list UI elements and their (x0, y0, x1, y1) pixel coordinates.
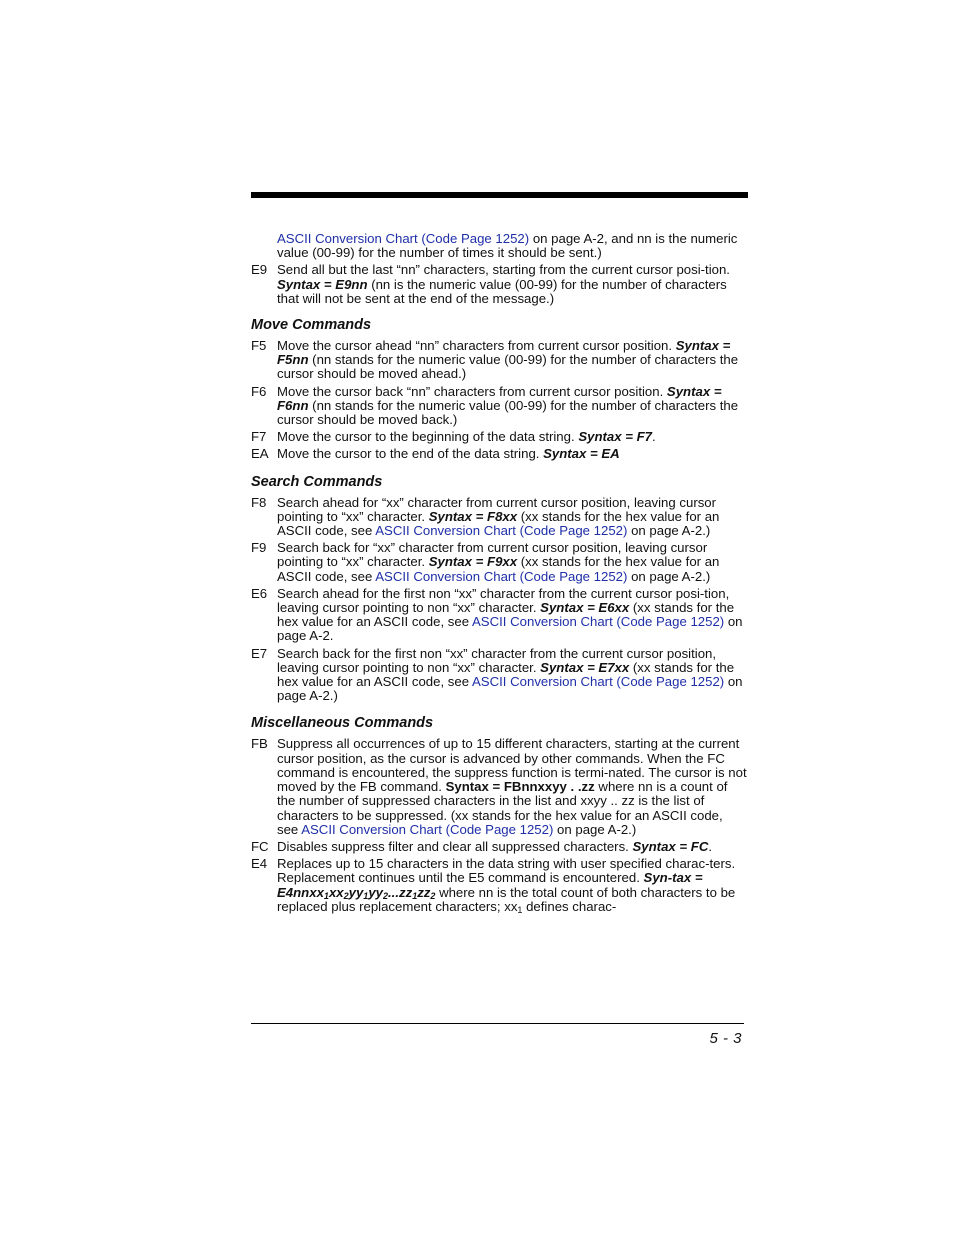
command-description-end: on page A-2.) (277, 674, 743, 704)
subscript: 1 (363, 890, 369, 901)
command-description: Move the cursor back “nn” characters from current cursor position. (277, 383, 667, 399)
ascii-chart-link[interactable]: ASCII Conversion Chart (Code Page 1252) (375, 523, 628, 539)
command-description-cont: . (651, 429, 656, 445)
command-description-end: on page A-2.) (627, 523, 711, 539)
command-description: Move the cursor ahead “nn” characters from current cursor position. (277, 338, 676, 354)
command-description-cont: (xx stands for the hex value for an ASCII code, see (277, 554, 720, 584)
move-commands-heading: Move Commands (251, 317, 372, 334)
command-description-cont: (nn stands for the numeric value (00-99) for the number of characters the cursor should be moved back.) (277, 397, 739, 428)
miscellaneous-commands-heading: Miscellaneous Commands (251, 715, 434, 732)
command-fc (251, 840, 747, 854)
command-code: F8 (251, 494, 267, 510)
command-description: Move the cursor to the beginning of the data string. (277, 429, 579, 445)
ascii-chart-link[interactable]: ASCII Conversion Chart (Code Page 1252) (277, 231, 530, 246)
command-code: FB (251, 736, 268, 752)
command-code: E4 (251, 856, 268, 872)
syntax: Syntax = F6nn (277, 383, 722, 413)
top-rule (251, 192, 748, 198)
command-description: Disables suppress filter and clear all suppressed characters. (277, 838, 633, 854)
command-description-cont: where nn is the total count of both characters to be replaced plus replacement characters; xx (277, 884, 736, 914)
command-description-cont: (xx stands for the hex value for an ASCII code, see (277, 600, 735, 630)
command-description-cont: (nn is the numeric value (00-99) for the number of characters that will not be sent at the end of the message.) (277, 276, 727, 306)
page-number: 5 - 3 (709, 1030, 742, 1047)
syntax: Syntax = EA (543, 446, 620, 462)
subscript: 1 (412, 890, 418, 901)
command-description: Search back for “xx” character from current cursor position, leaving cursor pointing to “xx” character. (277, 540, 708, 570)
syntax-part: xx (328, 884, 344, 900)
command-description-cont: (xx stands for the hex value for an ASCII code, see (277, 508, 720, 539)
syntax-part: Syn-tax = E4nnxx (277, 870, 703, 900)
command-f7 (251, 430, 747, 444)
command-f5 (251, 339, 747, 382)
syntax: Syntax = FBnnxxyy . .zz (445, 779, 595, 795)
syntax-part: yy (348, 884, 364, 900)
command-description-end: on page A-2.) (553, 821, 637, 837)
paragraph-text: on page A-2, and nn is the numeric value (00-99) for the number of times it should be sent.) (277, 231, 738, 261)
subscript: 2 (430, 890, 436, 901)
command-e6 (251, 587, 747, 644)
command-description-cont: (nn stands for the numeric value (00-99) for the number of characters the cursor should be moved ahead.) (277, 352, 739, 382)
command-description-end: defines charac- (522, 898, 617, 914)
command-description: Search ahead for the first non “xx” character from the current cursor posi-tion, leaving cursor pointing to non “xx” character. (277, 585, 730, 616)
syntax: Syntax = F8xx (428, 508, 518, 524)
syntax: Syntax = E6xx (540, 600, 630, 616)
command-description-cont: (xx stands for the hex value for an ASCII code, see (277, 659, 735, 690)
command-code: F9 (251, 540, 267, 556)
command-f9 (251, 541, 747, 584)
command-description-end: on page A-2. (277, 614, 743, 644)
ascii-chart-link[interactable]: ASCII Conversion Chart (Code Page 1252) (472, 614, 725, 630)
command-e9 (251, 263, 747, 306)
command-description: Search ahead for “xx” character from current cursor position, leaving cursor pointing to “xx” character. (277, 494, 717, 524)
command-code: FC (251, 838, 269, 854)
subscript: 2 (382, 890, 388, 901)
command-code: E9 (251, 262, 268, 278)
search-commands-heading: Search Commands (251, 473, 383, 490)
command-code: F7 (251, 429, 267, 445)
command-code: EA (251, 446, 269, 462)
command-description-cont: where nn is a count of the number of suppressed characters in the list and xxyy .. zz is the list of characters to be suppressed. (xx stands for the hex value for an ASCII code, see (277, 779, 728, 837)
ascii-chart-link[interactable]: ASCII Conversion Chart (Code Page 1252) (472, 674, 725, 690)
command-e4 (251, 857, 747, 914)
page-content (251, 232, 747, 914)
command-description: Move the cursor to the end of the data string. (277, 446, 544, 462)
syntax: Syntax = F9xx (428, 554, 518, 570)
command-description: Send all but the last “nn” characters, starting from the current cursor posi-tion. (277, 262, 730, 278)
command-f6 (251, 385, 747, 428)
syntax: Syntax = E7xx (540, 659, 630, 675)
command-code: F6 (251, 383, 267, 399)
command-description: Search back for the first non “xx” character from the current cursor position, leaving cursor pointing to non “xx” character. (277, 645, 717, 675)
command-f8 (251, 496, 747, 539)
command-code: E7 (251, 645, 268, 661)
subscript: 1 (517, 904, 523, 915)
command-description-end: on page A-2.) (627, 568, 711, 584)
syntax: Syntax = F5nn (277, 338, 731, 368)
syntax: Syntax = F7 (578, 429, 652, 445)
command-code: F5 (251, 338, 267, 354)
command-ea (251, 447, 747, 461)
syntax: Syntax = E9nn (277, 276, 368, 292)
ascii-chart-link[interactable]: ASCII Conversion Chart (Code Page 1252) (301, 821, 554, 837)
command-fb (251, 737, 747, 836)
syntax-part: zz (417, 884, 431, 900)
syntax-part: ...zz (388, 884, 413, 900)
command-description: Replaces up to 15 characters in the data string with user specified charac-ters. Replacement continues until the E5 command is encountered. (277, 856, 736, 886)
subscript: 2 (343, 890, 349, 901)
command-description-cont: . (708, 838, 713, 854)
command-description: Suppress all occurrences of up to 15 different characters, starting at the current cursor position, as the cursor is advanced by other commands. When the FC command is encountered, the suppress function is termi-nated. The cursor is not moved by the FB command. (277, 736, 747, 795)
syntax: Syntax = FC (632, 838, 709, 854)
syntax-part: yy (368, 884, 383, 900)
command-code: E6 (251, 585, 268, 601)
ascii-chart-link[interactable]: ASCII Conversion Chart (Code Page 1252) (375, 568, 628, 584)
subscript: 1 (323, 890, 329, 901)
footer-rule (251, 1023, 744, 1024)
command-e7 (251, 647, 747, 704)
continued-paragraph (277, 232, 747, 260)
